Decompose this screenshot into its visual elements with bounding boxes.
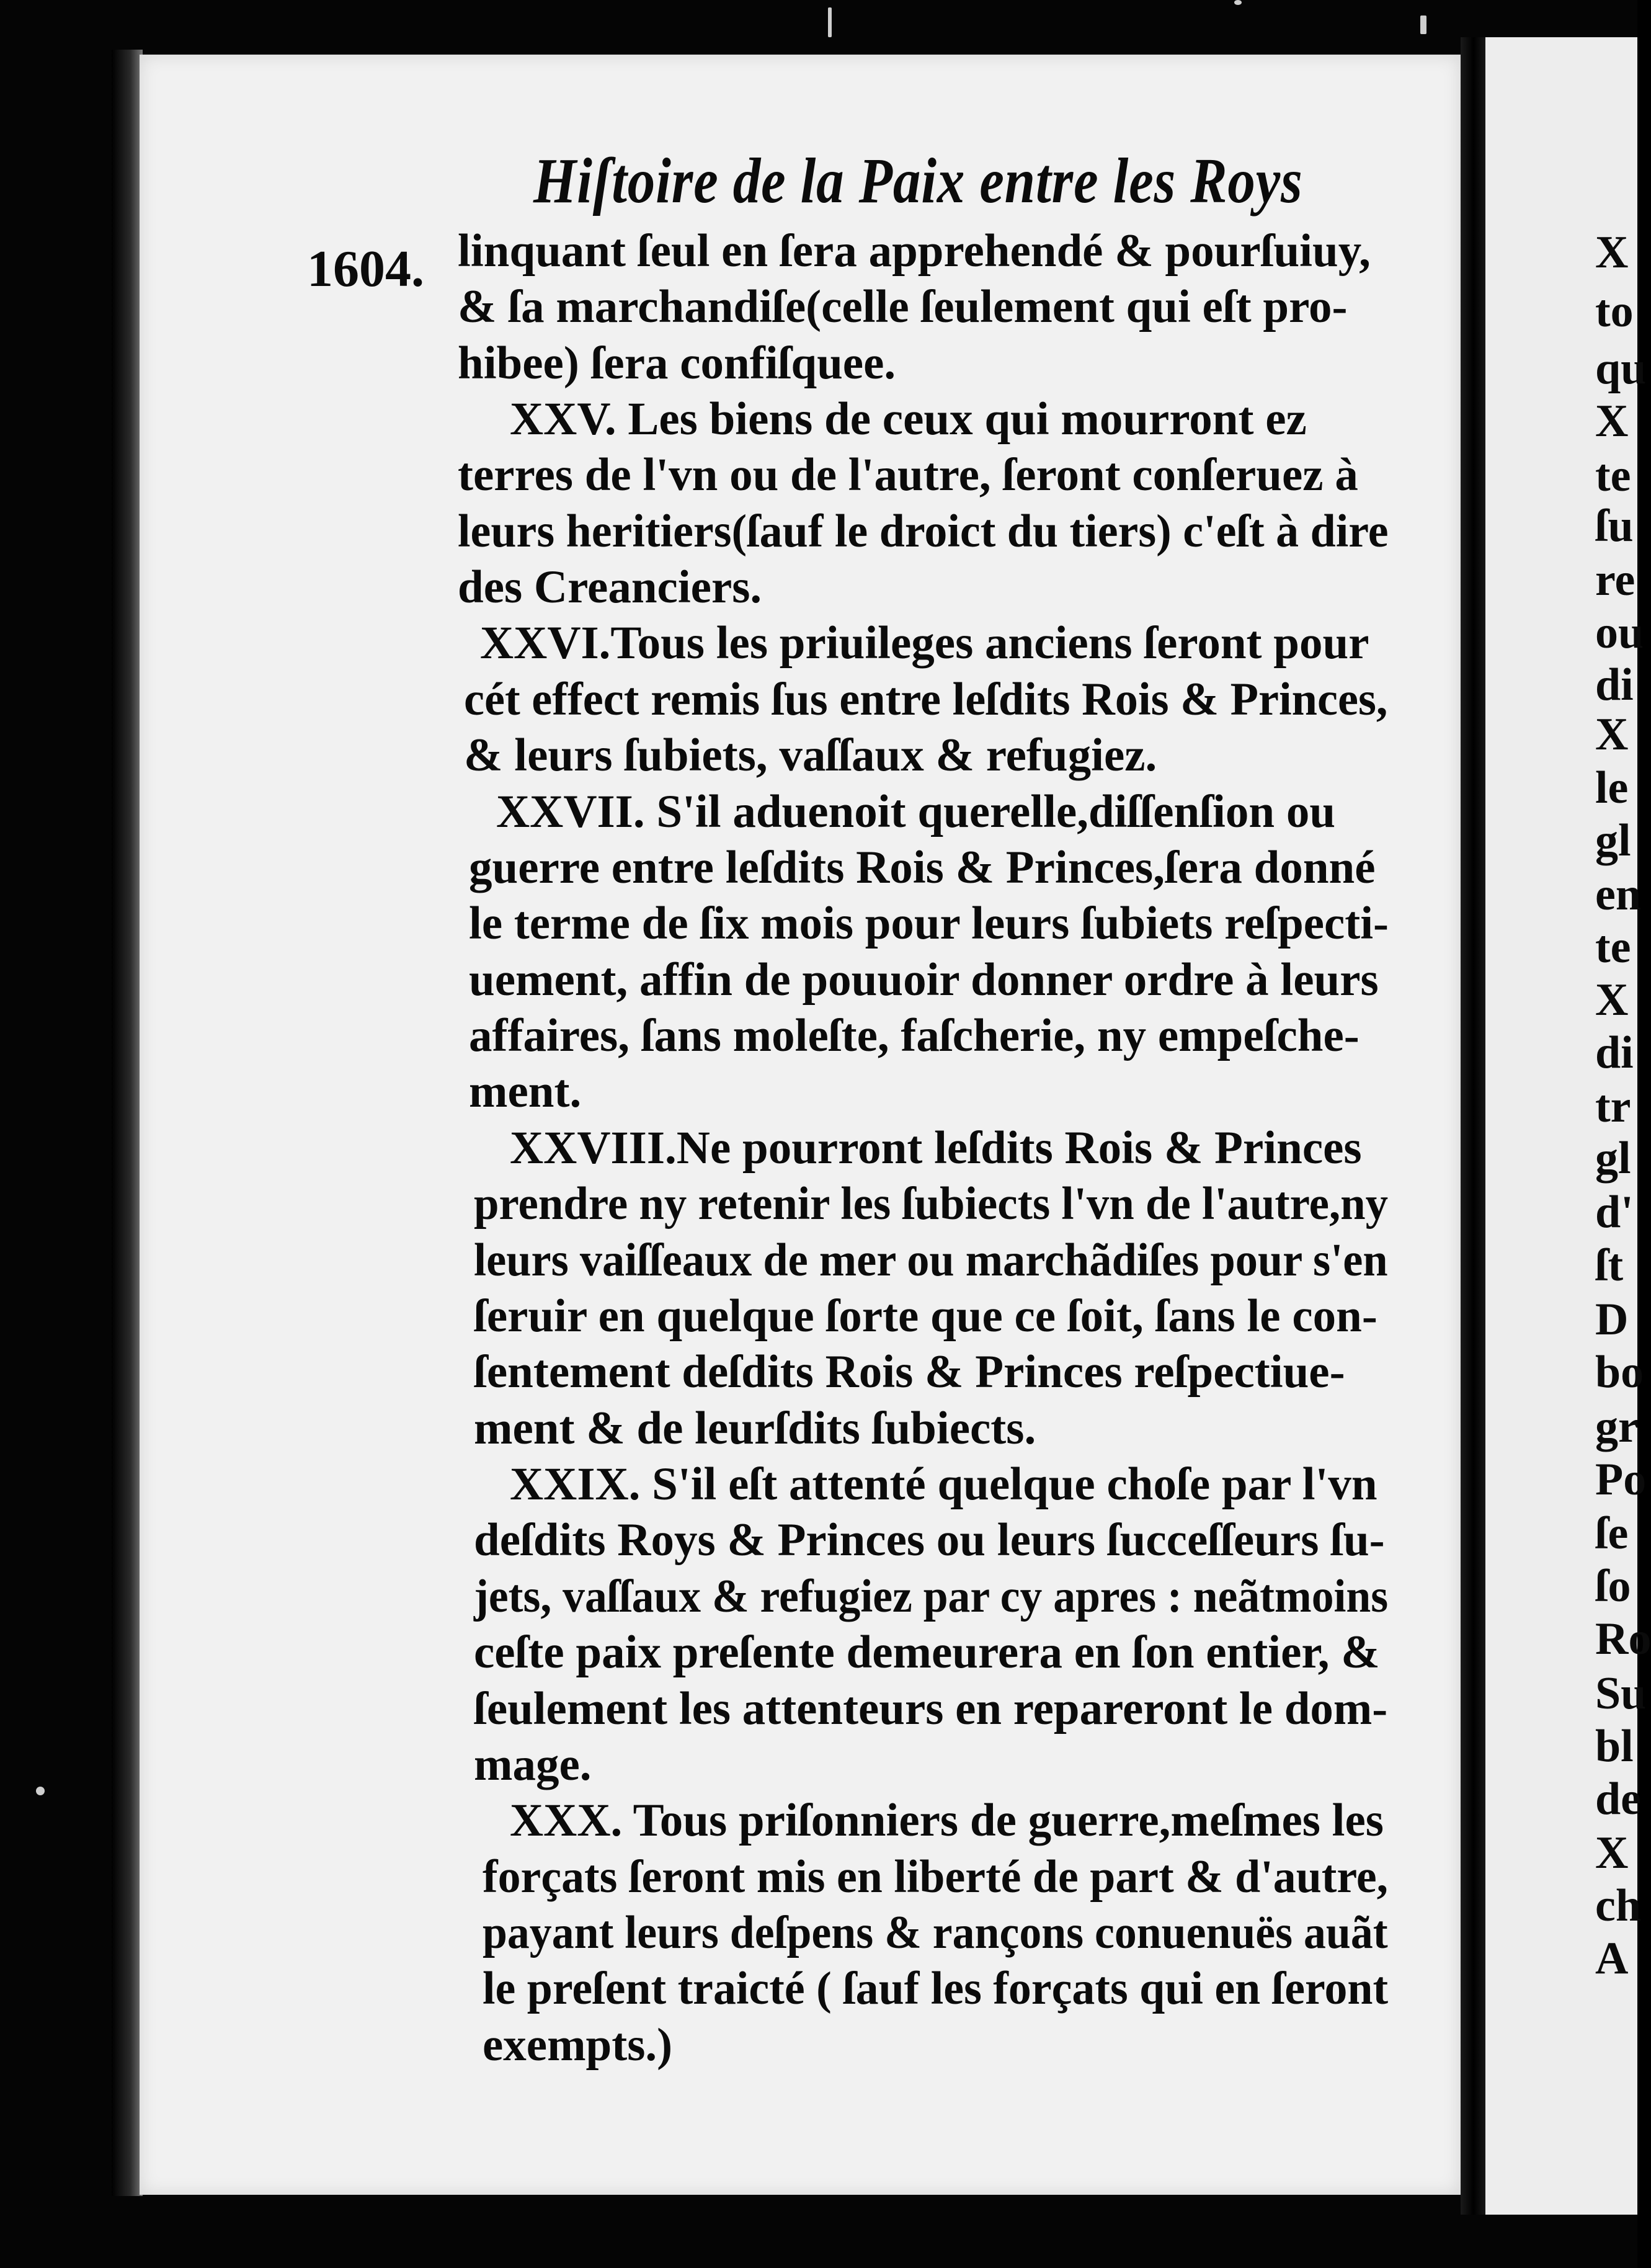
- text-line: guerre entre leſdits Rois & Princes,ſera donné: [469, 842, 1376, 893]
- text-line: le preſent traicté ( ſauf les forçats qui en ſeront: [483, 1963, 1389, 2014]
- facing-line: ſu: [1595, 501, 1634, 551]
- text-line: ſeruir en quelque ſorte que ce ſoit, ſans le con-: [474, 1290, 1377, 1342]
- text-line: mage.: [474, 1739, 592, 1790]
- facing-line: ſo: [1595, 1561, 1631, 1612]
- facing-line: de: [1595, 1774, 1641, 1824]
- text-line: exempts.): [483, 2019, 673, 2071]
- facing-line: X: [1595, 709, 1629, 760]
- facing-line: gl: [1595, 815, 1631, 866]
- text-line: hibee) ſera confiſquee.: [458, 337, 896, 389]
- facing-line: Su: [1595, 1668, 1647, 1719]
- text-line: ſentement deſdits Rois & Princes reſpectiue-: [474, 1346, 1345, 1398]
- text-line: affaires, ſans moleſte, faſcherie, ny empeſche-: [469, 1010, 1360, 1061]
- facing-line: gr: [1595, 1401, 1639, 1452]
- text-line: uement, affin de pouuoir donner ordre à leurs: [469, 954, 1379, 1006]
- facing-line: X: [1595, 227, 1629, 278]
- facing-line: le: [1595, 762, 1629, 813]
- facing-line: ch: [1595, 1880, 1641, 1931]
- text-line: linquant ſeul en ſera apprehendé & pourſuiuy,: [458, 225, 1371, 277]
- facing-line: A: [1595, 1933, 1629, 1984]
- facing-line: Po: [1595, 1454, 1647, 1505]
- facing-line: D: [1595, 1294, 1629, 1345]
- facing-line: bl: [1595, 1721, 1634, 1772]
- text-line: XXV. Les biens de ceux qui mourront ez: [510, 393, 1307, 445]
- facing-line: di: [1595, 659, 1634, 710]
- facing-line: tr: [1595, 1081, 1631, 1132]
- text-line: le terme de ſix mois pour leurs ſubiets reſpecti-: [469, 898, 1389, 949]
- text-line: terres de l'vn ou de l'autre, ſeront conſeruez à: [458, 449, 1358, 501]
- text-line: XXVII. S'il aduenoit querelle,diſſenſion ou: [496, 786, 1336, 837]
- facing-line: X: [1595, 975, 1629, 1025]
- text-line: XXVIII.Ne pourront leſdits Rois & Princes: [510, 1122, 1362, 1174]
- facing-line: re: [1595, 555, 1635, 605]
- text-line: & ſa marchandiſe(celle ſeulement qui eſt pro-: [458, 281, 1348, 333]
- facing-line: ſt: [1595, 1240, 1624, 1291]
- facing-line: ſe: [1595, 1508, 1629, 1559]
- facing-line: Ro: [1595, 1614, 1651, 1664]
- text-line: XXIX. S'il eſt attenté quelque choſe par l'vn: [510, 1458, 1377, 1510]
- facing-line: X: [1595, 1828, 1629, 1878]
- text-line: & leurs ſubiets, vaſſaux & refugiez.: [464, 730, 1157, 781]
- facing-line: X: [1595, 396, 1629, 447]
- text-line: payant leurs deſpens & rançons conuenuës auãt: [483, 1907, 1388, 1958]
- margin-year: 1604.: [307, 240, 424, 298]
- text-line: XXVI.Tous les priuileges anciens ſeront pour: [480, 617, 1369, 669]
- facing-line: d': [1595, 1187, 1634, 1238]
- text-line: forçats ſeront mis en liberté de part & d'autre,: [483, 1851, 1389, 1903]
- text-line: deſdits Roys & Princes ou leurs ſucceſſeurs ſu-: [474, 1514, 1385, 1566]
- text-line: leurs heritiers(ſauf le droict du tiers) c'eſt à dire: [458, 506, 1389, 557]
- text-line: des Creanciers.: [458, 561, 762, 613]
- facing-line: qu: [1595, 343, 1647, 394]
- facing-line: gl: [1595, 1133, 1631, 1184]
- facing-line: bo: [1595, 1347, 1644, 1398]
- running-head: Hiſtoire de la Paix entre les Roys: [533, 145, 1303, 217]
- facing-line: di: [1595, 1027, 1634, 1078]
- facing-line: to: [1595, 286, 1634, 337]
- facing-line: ou: [1595, 607, 1644, 658]
- text-line: ceſte paix preſente demeurera en ſon entier, &: [474, 1627, 1380, 1678]
- text-line: ſeulement les attenteurs en repareront le dom-: [474, 1683, 1388, 1734]
- facing-line: te: [1595, 450, 1631, 501]
- text-line: ment.: [469, 1066, 582, 1117]
- facing-line: te: [1595, 922, 1631, 973]
- text-line: ment & de leurſdits ſubiects.: [474, 1403, 1036, 1454]
- facing-line: en: [1595, 869, 1641, 920]
- text-line: cét effect remis ſus entre leſdits Rois & Princes,: [464, 674, 1388, 725]
- text-line: leurs vaiſſeaux de mer ou marchãdiſes pour s'en: [474, 1234, 1388, 1286]
- text-line: jets, vaſſaux & refugiez par cy apres : neãtmoins: [474, 1571, 1389, 1622]
- text-line: XXX. Tous priſonniers de guerre,meſmes les: [510, 1795, 1384, 1846]
- text-line: prendre ny retenir les ſubiects l'vn de l'autre,ny: [474, 1178, 1389, 1230]
